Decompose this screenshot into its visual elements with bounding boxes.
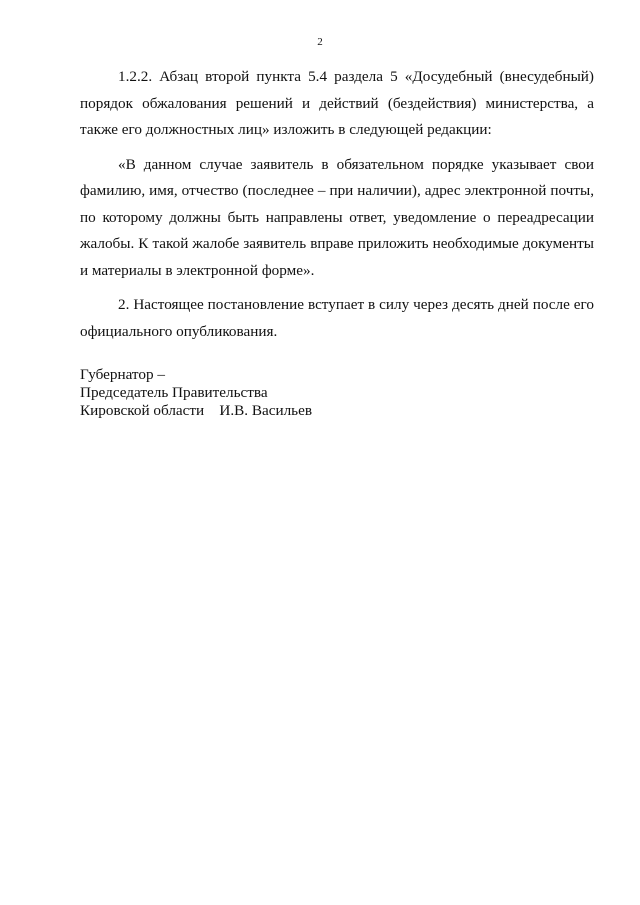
paragraph-quoted-text: «В данном случае заявитель в обязательном порядке указывает свои фамилию, имя, отчество (последнее – при наличии), адрес электронной почты, по которому должны быть направлены ответ, уведомление о переадресации жалобы. К такой жалобе заявитель вправе приложить необходимые документы и материалы в электронной форме». — [80, 155, 594, 279]
signature-position-line: Председатель Правительства — [80, 384, 268, 401]
signature-name-line: Кировской области И.В. Васильев — [80, 402, 312, 419]
signature-title-line: Губернатор – — [80, 366, 165, 383]
paragraph-effective-date: 2. Настоящее постановление вступает в силу через десять дней после его официального опубликования. — [80, 296, 594, 340]
signature-block — [80, 366, 480, 420]
page-number: 2 — [317, 36, 323, 48]
document-body — [80, 64, 594, 353]
paragraph-amendment: 1.2.2. Абзац второй пункта 5.4 раздела 5 «Досудебный (внесудебный) порядок обжалования решений и действий (бездействия) министерства, а также его должностных лиц» изложить в следующей редакции: — [80, 68, 594, 138]
